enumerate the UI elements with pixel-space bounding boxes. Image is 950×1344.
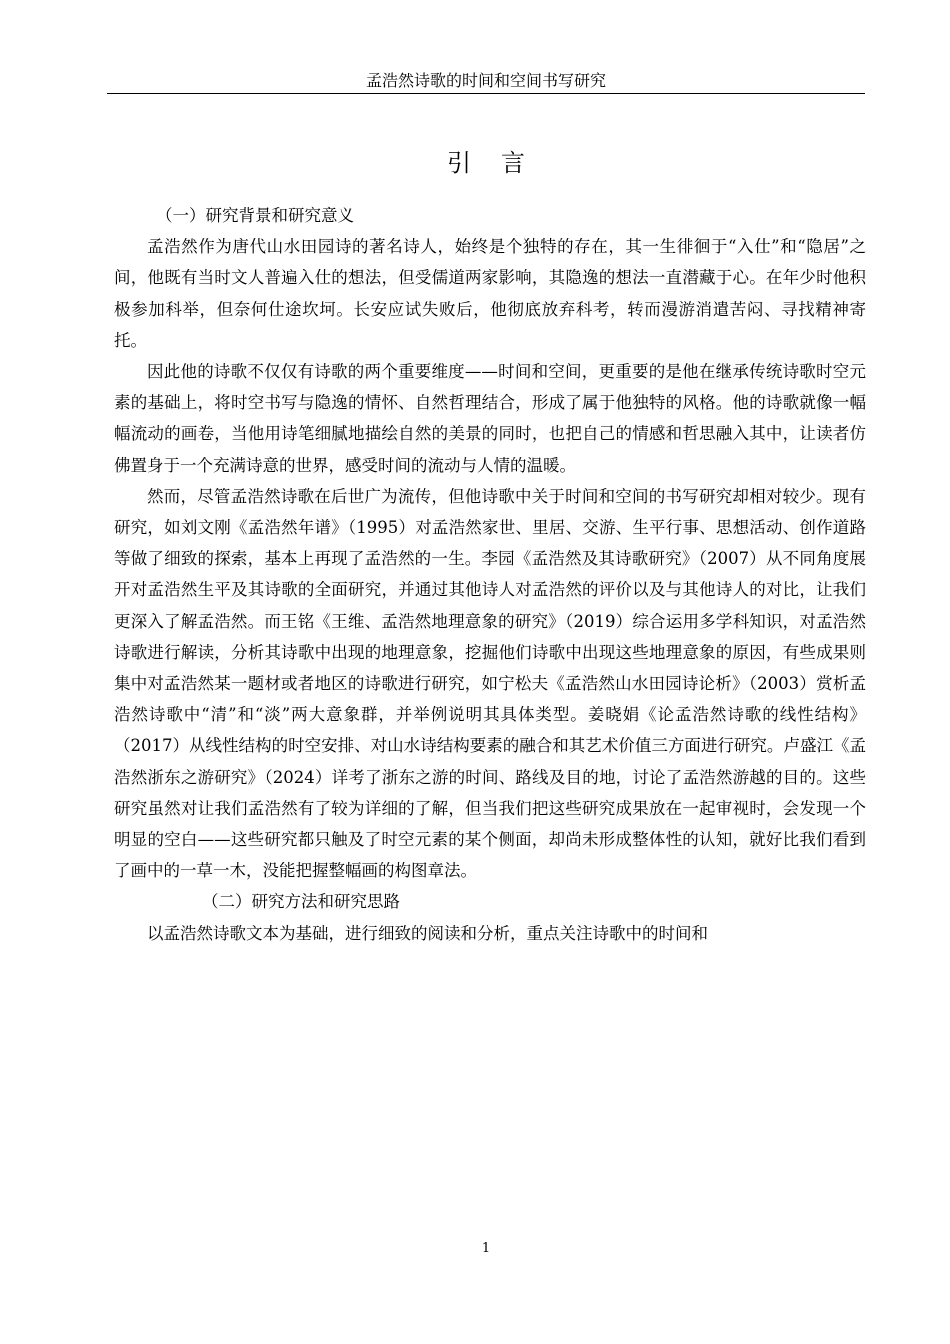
paragraph-time-space-style: 因此他的诗歌不仅仅有诗歌的两个重要维度——时间和空间，更重要的是他在继承传统诗歌时空元素的基础上，将时空书写与隐逸的情怀、自然哲理结合，形成了属于他独特的风格。他的诗歌就像一幅幅流动的画卷，当他用诗笔细腻地描绘自然的美景的同时，也把自己的情感和哲思融入其中，让读者仿佛置身于一个充满诗意的世界，感受时间的流动与人情的温暖。: [114, 362, 866, 475]
section-heading-methods: （二）研究方法和研究思路: [202, 892, 400, 912]
page-title: 引言: [447, 149, 555, 177]
paragraph-intro-poet: 孟浩然作为唐代山水田园诗的著名诗人，始终是个独特的存在，其一生徘徊于“入仕”和“隐居”之间，他既有当时文人普遍入仕的想法，但受儒道两家影响，其隐逸的想法一直潜藏于心。在年少时他积极参加科举，但奈何仕途坎坷。长安应试失败后，他彻底放弃科考，转而漫游消遣苦闷、寻找精神寄托。: [114, 237, 866, 350]
paragraph-literature-review: 然而，尽管孟浩然诗歌在后世广为流传，但他诗歌中关于时间和空间的书写研究却相对较少。现有研究，如刘文刚《孟浩然年谱》（1995）对孟浩然家世、里居、交游、生平行事、思想活动、创作道路等做了细致的探索，基本上再现了孟浩然的一生。李园《孟浩然及其诗歌研究》（2007）从不同角度展开对孟浩然生平及其诗歌的全面研究，并通过其他诗人对孟浩然的评价以及与其他诗人的对比，让我们更深入了解孟浩然。而王铭《王维、孟浩然地理意象的研究》（2019）综合运用多学科知识，对孟浩然诗歌进行解读，分析其诗歌中出现的地理意象，挖掘他们诗歌中出现这些地理意象的原因，有些成果则集中对孟浩然某一题材或者地区的诗歌进行研究，如宁松夫《孟浩然山水田园诗论析》（2003）赏析孟浩然诗歌中“清”和“淡”两大意象群，并举例说明其具体类型。姜晓娟《论孟浩然诗歌的线性结构》（2017）从线性结构的时空安排、对山水诗结构要素的融合和其艺术价值三方面进行研究。卢盛江《孟浩然浙东之游研究》（2024）详考了浙东之游的时间、路线及目的地，讨论了孟浩然游越的目的。这些研究虽然对让我们孟浩然有了较为详细的了解，但当我们把这些研究成果放在一起审视时，会发现一个明显的空白——这些研究都只触及了时空元素的某个侧面，却尚未形成整体性的认知，就好比我们看到了画中的一草一木，没能把握整幅画的构图章法。: [114, 486, 866, 881]
page-number: 1: [481, 1241, 491, 1256]
section-heading-background: （一）研究背景和研究意义: [156, 206, 354, 225]
header-rule: [107, 93, 865, 94]
paragraph-methods: 以孟浩然诗歌文本为基础，进行细致的阅读和分析，重点关注诗歌中的时间和: [147, 923, 708, 943]
body-text: [114, 200, 866, 949]
running-header: 孟浩然诗歌的时间和空间书写研究: [365, 71, 606, 90]
